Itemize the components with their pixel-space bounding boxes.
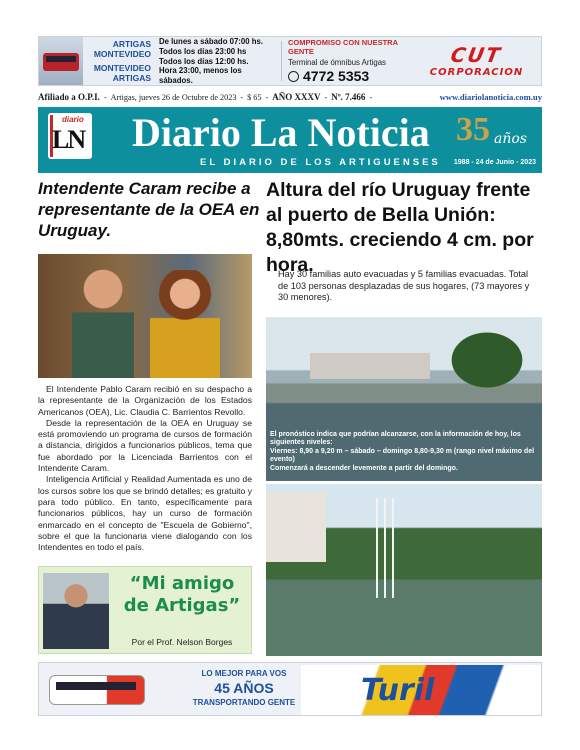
issue-price: $ 65 [247,92,262,102]
caption-line: Comenzará a descender levemente a partir del domingo. [270,464,458,472]
bottom-advertisement[interactable] [38,662,542,716]
caram-meeting-photo [38,254,252,378]
schedule-line: De lunes a sábado 07:00 hs. [159,37,264,46]
anniversary-word: años [494,131,527,147]
issue-date: Artigas, jueves 26 de Octubre de 2023 [110,92,237,102]
right-article-headline[interactable]: Altura del río Uruguay frente al puerto de Bella Unión: 8,80mts. creciendo 4 cm. por hora. [266,179,534,276]
ln-logo-small: diario [62,115,84,124]
caption-line: Viernes: 8,90 a 9,20 m – sábado – domingo 8,80-9,30 m (rango nivel máximo del evento) [270,447,535,463]
ln-logo [48,113,92,159]
masthead [38,107,542,173]
opinion-title: “Mi amigo de Artigas” [123,573,241,616]
route-label: MONTEVIDEO [93,63,151,73]
flood-photo-1 [266,317,542,481]
left-article-body [38,384,252,553]
right-article-lead: Hay 30 familias auto evacuadas y 5 familias evacuadas. Total de 103 personas desplazadas de sus hogares, (73 mayores y 30 menores). [278,269,530,302]
issue-info-line: Afiliado a O.P.I. - Artigas, jueves 26 de Octubre de 2023 - $ 65 - AÑO XXXV - Nº. 7.466 - www.diariolanoticia.com.uy [38,92,542,102]
ad-contact [288,37,412,85]
top-advertisement[interactable] [38,36,542,86]
schedule-line: Todos los días 23:00 hs [159,46,247,56]
schedule-line: Hora 23:00, menos los sábados. [159,66,242,85]
article-paragraph: Inteligencia Artificial y Realidad Aumentada es uno de los cursos sobre los que se brindó detalles; es gratuito y para todo público. En tanto, específicamente para funcionarios públicos, hay un curso de formación enmarcado en el concepto de "Escuela de Gobierno", sobre el que la funcionaria viene dialogando con los Intendentes en todo el país. [38,474,253,553]
bus-photo [39,37,83,85]
newspaper-title: Diario La Noticia [132,110,430,155]
website-link[interactable]: www.diariolanoticia.com.uy [439,92,542,102]
route-label: ARTIGAS [112,39,151,49]
anniversary-badge [454,113,536,161]
slogan-years: 45 AÑOS [214,680,274,696]
issue-year: AÑO XXXV [272,92,321,102]
turil-slogan [189,669,299,707]
slogan-line: TRANSPORTANDO GENTE [192,698,296,707]
cut-logo [412,37,541,85]
anniversary-date: 1988 - 24 de Junio - 2023 [453,159,536,166]
ad-slogan: COMPROMISO CON NUESTRA GENTE [288,38,398,56]
affiliate-label: Afiliado a O.P.I. [38,92,100,102]
issue-number: Nº. 7.466 [331,92,366,102]
flood-photo-caption [270,431,538,474]
caption-line: El pronóstico indica que podrían alcanzarse, con la información de hoy, los siguientes niveles: [270,430,521,446]
phone-icon [288,71,299,82]
opinion-box[interactable] [38,566,252,654]
turil-logo-text: Turil [361,673,435,708]
newspaper-tagline: EL DIARIO DE LOS ARTIGUENSES [200,157,441,168]
ad-terminal: Terminal de ómnibus Artigas [288,58,386,67]
turil-bus-image [49,675,145,705]
ad-phone: 4772 5353 [303,68,370,84]
route-label: MONTEVIDEO [93,49,151,59]
opinion-author: Por el Prof. Nelson Borges [131,637,233,647]
route-label: ARTIGAS [112,73,151,83]
flood-photo-2 [266,484,542,656]
slogan-line: LO MEJOR PARA VOS [201,669,287,678]
cut-logo-text: CUT [449,42,504,67]
left-article-headline[interactable]: Intendente Caram recibe a representante de la OEA en Uruguay. [38,179,260,240]
ad-divider [281,41,282,81]
article-paragraph: El Intendente Pablo Caram recibió en su despacho a la representante de la Organización de los Estados Americanos (OEA), Lic. Claudia C. Barrientos Revollo. [38,384,252,417]
ln-logo-letters: LN [52,125,85,154]
route-list [83,37,155,85]
author-photo [43,573,109,649]
turil-logo [301,665,541,715]
schedule-line: Todos los días 12:00 hs. [159,56,249,66]
article-paragraph: Desde la representación de la OEA en Uruguay se está promoviendo un programa de cursos de formación a distancia, dirigidos a funcionarios públicos, tema que fue abordado por la Licenciada Barrientos con el Intendente Caram. [38,417,252,474]
cut-logo-subtext: CORPORACION [429,66,524,78]
schedule-list [155,37,275,85]
anniversary-number: 35 [456,111,490,148]
